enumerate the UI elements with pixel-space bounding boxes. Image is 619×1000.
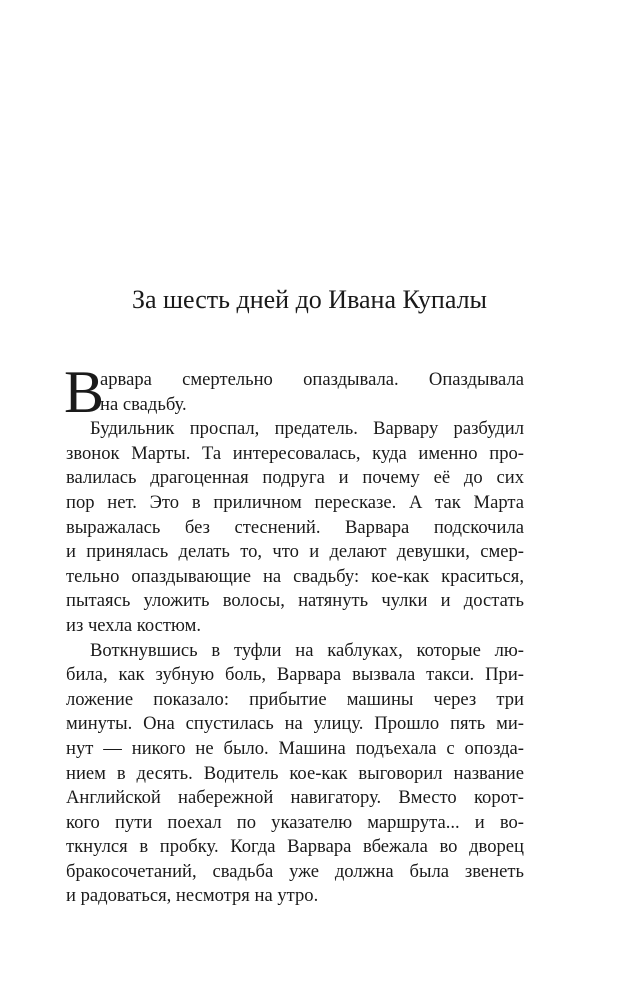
text-line: и принялась делать то, что и делают девушки, смер- <box>66 541 524 563</box>
text-line: Воткнувшись в туфли на каблуках, которые лю- <box>90 639 524 661</box>
text-line: из чехла костюм. <box>66 614 202 636</box>
text-line: минуты. Она спустилась на улицу. Прошло пять ми- <box>66 713 524 735</box>
text-line: выражалась без стеснений. Варвара подскочила <box>66 516 524 538</box>
text-line: ткнулся в пробку. Когда Варвара вбежала во дворец <box>66 836 524 858</box>
text-line: Будильник проспал, предатель. Варвару разбудил <box>90 418 524 440</box>
text-line: на свадьбу. <box>100 393 187 415</box>
paragraph-3 <box>66 639 524 910</box>
text-line: и радоваться, несмотря на утро. <box>66 885 319 907</box>
text-line: пытаясь уложить волосы, натянуть чулки и достать <box>66 590 524 612</box>
chapter-title: За шесть дней до Ивана Купалы <box>131 285 488 314</box>
text-line: арвара смертельно опаздывала. Опаздывала <box>100 369 524 390</box>
paragraph-1 <box>64 359 524 425</box>
text-line: пор нет. Это в приличном пересказе. А так Марта <box>66 491 524 513</box>
text-line: ложение показало: прибытие машины через три <box>66 688 524 710</box>
text-line: тельно опаздывающие на свадьбу: кое-как краситься, <box>66 565 524 587</box>
drop-cap: В <box>64 359 105 425</box>
text-line: звонок Марты. Та интересовалась, куда именно про- <box>66 442 524 464</box>
text-line: Английской набережной навигатору. Вместо корот- <box>66 787 524 809</box>
text-line: нием в десять. Водитель кое-как выговорил название <box>66 762 524 784</box>
text-line: валилась драгоценная подруга и почему её до сих <box>66 467 524 489</box>
text-line: кого пути поехал по указателю маршрута... и во- <box>66 811 524 833</box>
paragraph-2 <box>66 417 524 638</box>
text-line: била, как зубную боль, Варвара вызвала такси. При- <box>66 664 524 686</box>
text-line: нут — никого не было. Машина подъехала с опозда- <box>66 737 524 759</box>
body-text <box>64 359 524 909</box>
text-line: бракосочетаний, свадьба уже должна была звенеть <box>66 860 524 882</box>
